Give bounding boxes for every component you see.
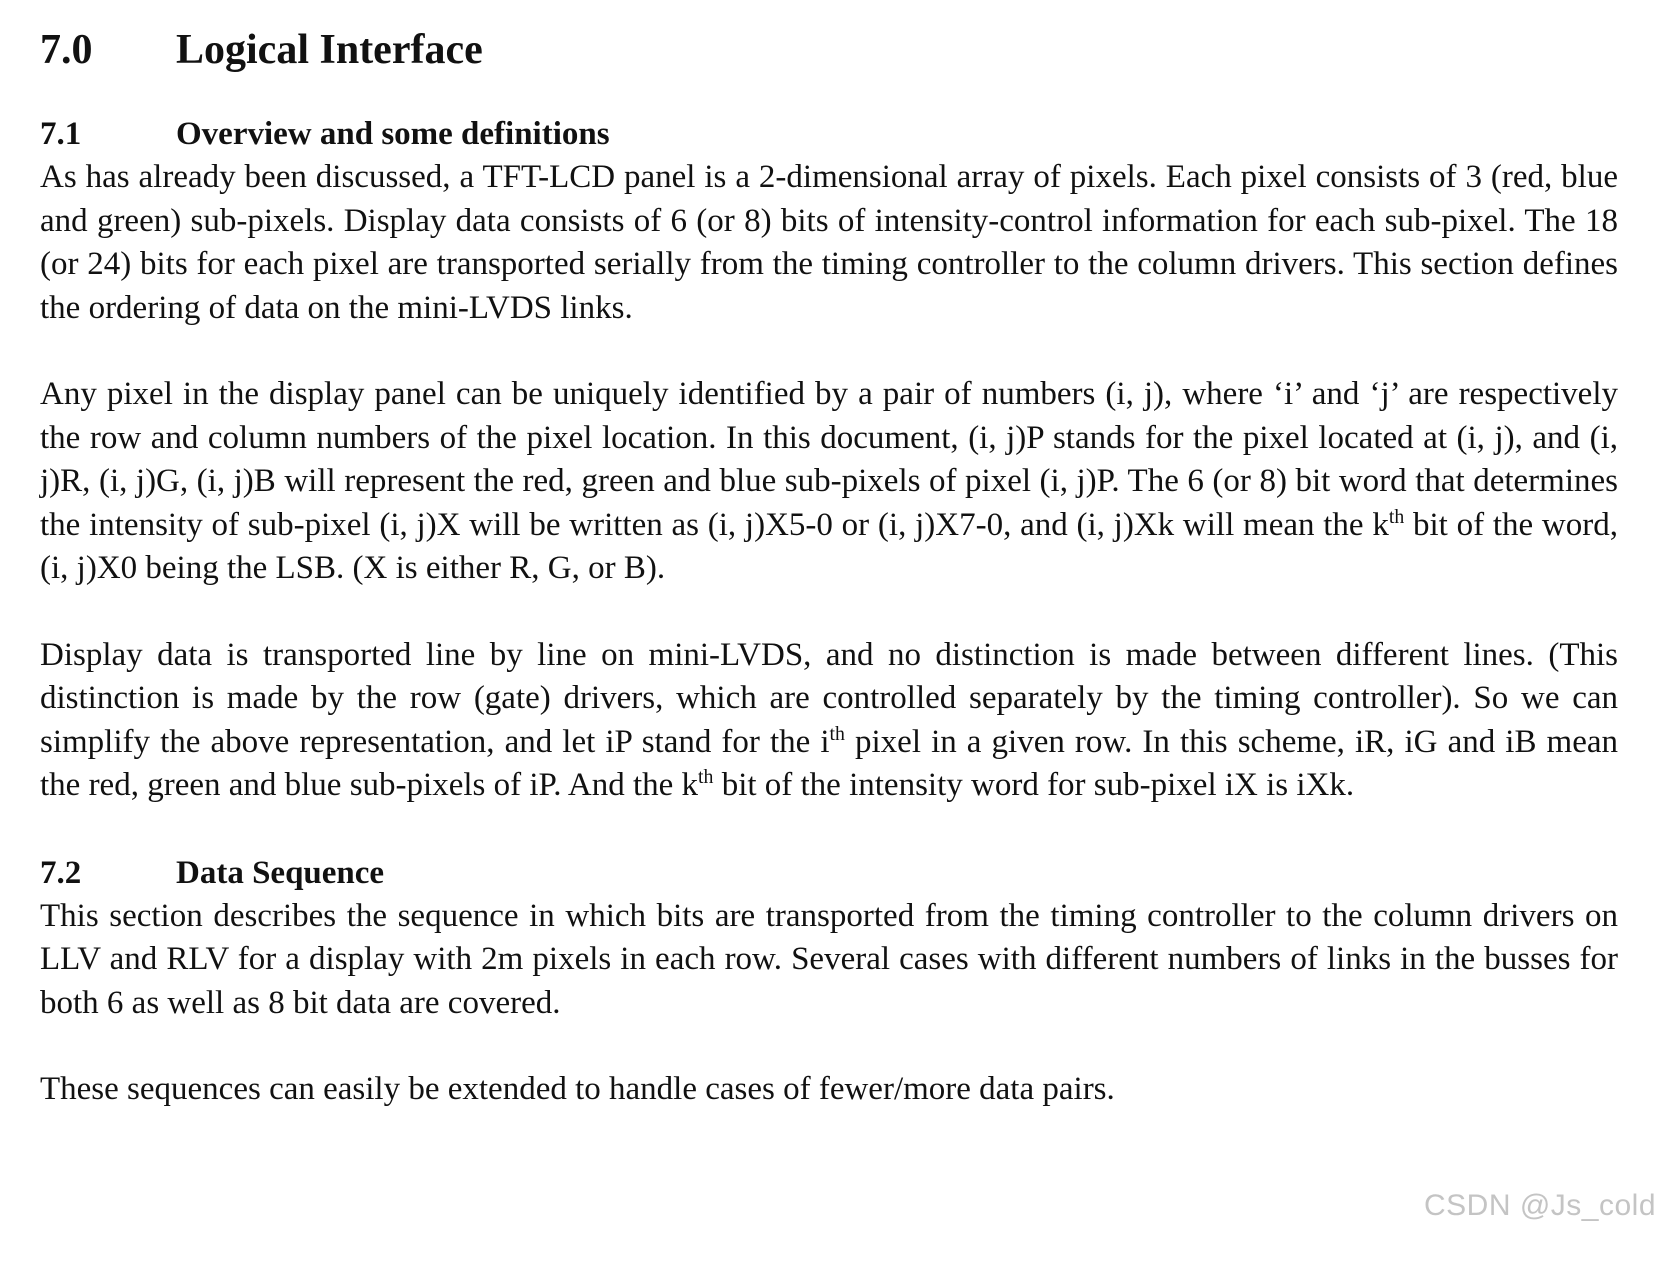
superscript: th xyxy=(829,722,845,745)
section-number: 7.2 xyxy=(40,854,82,891)
section-heading-7-1 xyxy=(40,112,1618,156)
text-segment: pixel in a given row. In this scheme, iR, iG and iB mean the red, green and blue sub-pixels of iP. And the k xyxy=(40,723,1618,803)
section-title: Data Sequence xyxy=(176,854,385,891)
section-title: Overview and some definitions xyxy=(176,116,610,152)
text-segment: Display data is transported line by line on mini-LVDS, and no distinction is made between different lines. (This distinction is made by the row (gate) drivers, which are controlled separately by the timing controller). So we can simplify the above representation, and let iP stand for the i xyxy=(40,636,1618,760)
chapter-title: Logical Interface xyxy=(176,27,483,73)
paragraph-line-transport xyxy=(40,634,1618,808)
section-number: 7.1 xyxy=(40,116,82,152)
text-segment: Any pixel in the display panel can be uniquely identified by a pair of numbers (i, j), where ‘i’ and ‘j’ are respectively the row and column numbers of the pixel location. In this document, (i, j)P stands for the pixel located at (i, j), and (i, j)R, (i, j)G, (i, j)B will represent the red, green and blue sub-pixels of pixel (i, j)P. The 6 (or 8) bit word that determines the intensity of sub-pixel (i, j)X will be written as (i, j)X5-0 or (i, j)X7-0, and (i, j)Xk will mean the k xyxy=(40,376,1618,543)
paragraph-extension: These sequences can easily be extended to handle cases of fewer/more data pairs. xyxy=(40,1071,1115,1107)
chapter-number: 7.0 xyxy=(40,27,93,73)
section-heading-7-2 xyxy=(40,851,1618,895)
paragraph-data-sequence: This section describes the sequence in which bits are transported from the timing controller to the column drivers on LLV and RLV for a display with 2m pixels in each row. Several cases with different numbers of links in the busses for both 6 as well as 8 bit data are covered. xyxy=(40,897,1618,1021)
superscript: th xyxy=(698,766,714,788)
document-page xyxy=(40,22,1618,1112)
chapter-heading xyxy=(40,22,1618,78)
watermark: CSDN @Js_cold xyxy=(1423,1189,1656,1222)
text-segment: bit of the word, (i, j)X0 being the LSB. (X is either R, G, or B). xyxy=(40,506,1619,586)
superscript: th xyxy=(1388,505,1405,528)
paragraph-pixel-notation xyxy=(40,373,1618,591)
paragraph-overview: As has already been discussed, a TFT-LCD panel is a 2-dimensional array of pixels. Each pixel consists of 3 (red, blue and green) sub-pixels. Display data consists of 6 (or 8) bits of intensity-control information for each sub-pixel. The 18 (or 24) bits for each pixel are transported serially from the timing controller to the column drivers. This section defines the ordering of data on the mini-LVDS links. xyxy=(40,159,1618,326)
text-segment: bit of the intensity word for sub-pixel iX is iXk. xyxy=(713,767,1355,803)
